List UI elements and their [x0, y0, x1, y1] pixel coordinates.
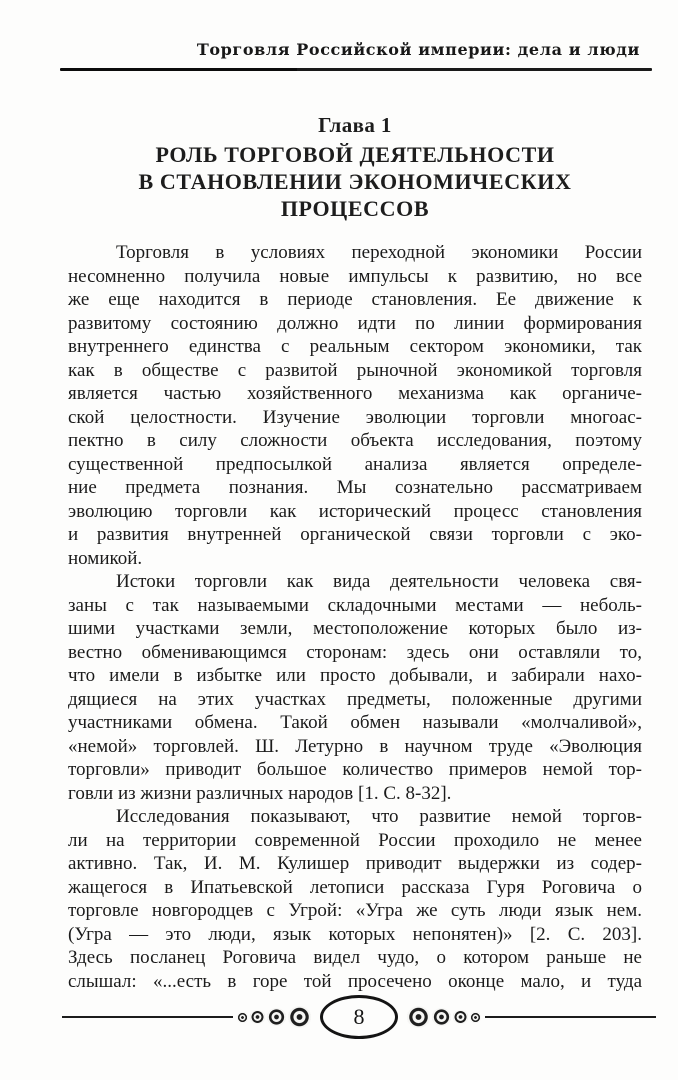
paragraph	[68, 570, 642, 805]
rosette-icon	[267, 1008, 286, 1026]
body-line: и развития внутренней органической связи торговли с эко-	[68, 524, 642, 545]
body-line: участниками обмена. Такой обмен называли «молчаливой»,	[68, 712, 642, 733]
footer-ornament-left	[237, 1006, 311, 1028]
body-line: внутреннего единства с реальным сектором экономики, так	[68, 336, 642, 357]
body-line: вестно обменивающимся сторонам: здесь они оставляли то,	[68, 641, 642, 663]
body-line: несомненно получила новые импульсы к развитию, но все	[68, 265, 642, 287]
body-text	[68, 241, 642, 993]
paragraph	[68, 241, 642, 570]
footer-ornament-right	[407, 1006, 481, 1028]
body-line: же еще находится в периоде становления. Ее движение к	[68, 289, 642, 310]
body-line: существенной предпосылкой анализа является определе-	[68, 453, 642, 475]
body-line: активно. Так, И. М. Кулишер приводит выдержки из содер-	[68, 853, 642, 874]
rosette-icon	[288, 1006, 311, 1028]
body-line: эволюцию торговли как исторический процесс становления	[68, 500, 642, 522]
body-line: торговле новгородцев с Угрой: «Угра же суть люди язык нем.	[68, 900, 642, 921]
running-header: Торговля Российской империи: дела и люди	[196, 40, 640, 59]
page-number: 8	[353, 1004, 365, 1029]
body-line: Здесь посланец Роговича видел чудо, о котором раньше не	[68, 947, 642, 968]
rosette-icon	[432, 1008, 451, 1026]
body-line: (Угра — это люди, язык которых непонятен)» [2. С. 203].	[68, 923, 642, 945]
body-line: «немой» торговлей. Ш. Летурно в научном труде «Эволюция	[68, 735, 642, 757]
chapter-title	[68, 141, 642, 222]
rosette-icon	[237, 1012, 248, 1023]
body-line: что имели в избытке или просто добывали, и забирали нахо-	[68, 665, 642, 686]
body-line: пектно в силу сложности объекта исследования, поэтому	[68, 430, 642, 451]
body-line: заны с так называемыми складочными местами — неболь-	[68, 594, 642, 616]
body-line: Истоки торговли как вида деятельности человека свя-	[116, 571, 642, 592]
body-line: шими участками земли, местоположение которых было из-	[68, 618, 642, 639]
body-line: жащегося в Ипатьевской летописи рассказа Гуря Роговича о	[68, 876, 642, 898]
page-number-oval	[320, 995, 398, 1039]
rosette-icon	[453, 1010, 468, 1024]
paragraph	[68, 805, 642, 993]
body-line: ние предмета познания. Мы сознательно рассматриваем	[68, 477, 642, 498]
body-line: является частью хозяйственного механизма как органиче-	[68, 383, 642, 404]
body-line: Исследования показывают, что развитие немой торгов-	[116, 806, 642, 827]
header-rule	[60, 68, 652, 71]
footer-rule-right	[485, 1016, 656, 1018]
body-line: ли на территории современной России проходило не менее	[68, 829, 642, 851]
footer-rule-left	[62, 1016, 233, 1018]
rosette-icon	[470, 1012, 481, 1023]
footer	[62, 994, 656, 1040]
body-line: развитому состоянию должно идти по линии формирования	[68, 312, 642, 334]
body-line: Торговля в условиях переходной экономики России	[116, 242, 642, 263]
body-line: ской целостности. Изучение эволюции торговли многоас-	[68, 406, 642, 428]
body-line: как в обществе с развитой рыночной экономикой торговля	[68, 359, 642, 381]
body-line: слышал: «...есть в горе той просечено оконце мало, и туда	[68, 970, 642, 992]
body-line: номикой.	[68, 547, 143, 569]
chapter-title-line: В СТАНОВЛЕНИИ ЭКОНОМИЧЕСКИХ	[138, 169, 572, 194]
body-line: торговли» приводит большое количество примеров немой тор-	[68, 759, 642, 780]
rosette-icon	[407, 1006, 430, 1028]
body-line: дящиеся на этих участках предметы, положенные другими	[68, 688, 642, 710]
chapter-title-line: ПРОЦЕССОВ	[280, 196, 430, 221]
body-line: говли из жизни различных народов [1. С. 8-32].	[68, 782, 452, 804]
rosette-icon	[250, 1010, 265, 1024]
chapter-label: Глава 1	[318, 113, 392, 137]
chapter-title-line: РОЛЬ ТОРГОВОЙ ДЕЯТЕЛЬНОСТИ	[155, 142, 555, 167]
